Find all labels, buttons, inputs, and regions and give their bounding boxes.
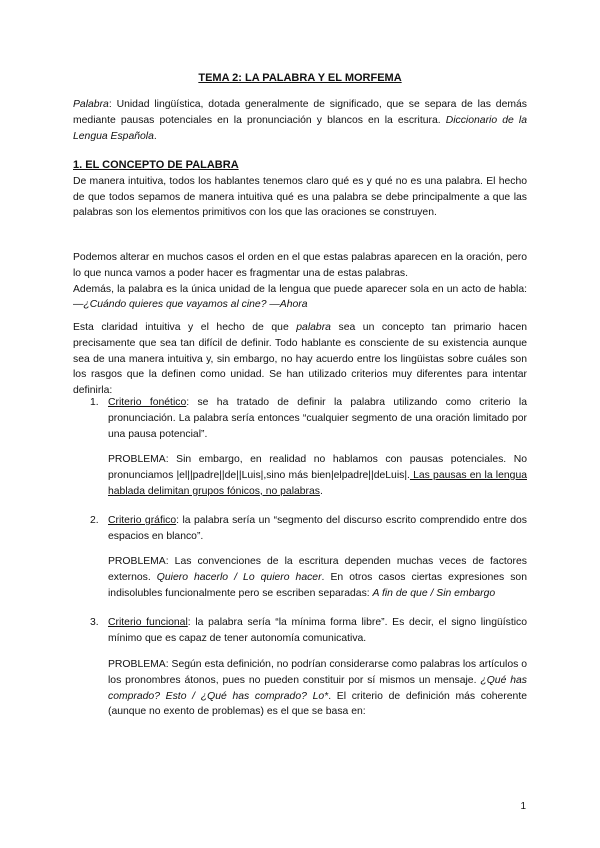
problem-text: PROBLEMA: Sin embargo, en realidad no hablamos con pausas potenciales. No pronunciamos |el||padre||de||Luis|,sino más bien|elpadre||deLuis|. bbox=[108, 454, 527, 481]
paragraph-4-a: Esta claridad intuitiva y el hecho de que bbox=[73, 322, 297, 333]
problem-text: PROBLEMA: Según esta definición, no podrían considerarse como palabras los artículos o los pronombres átonos, pues no pueden constituir por sí mismos un mensaje. bbox=[108, 659, 527, 686]
criterion-label: Criterio fonético bbox=[108, 397, 187, 408]
criterion-label: Criterio gráfico bbox=[108, 515, 177, 526]
problem-end: . bbox=[320, 485, 323, 497]
problem-paragraph bbox=[108, 452, 527, 499]
definition-paragraph bbox=[73, 97, 527, 144]
problem-example-1: Quiero hacerlo / Lo quiero hacer bbox=[156, 571, 322, 583]
paragraph-2: Podemos alterar en muchos casos el orden en el que estas palabras aparecen en la oración, pero lo que nunca vamos a poder hacer es fragmentar una de estas palabras. bbox=[73, 252, 527, 279]
definition-source: Diccionario de la Lengua Española bbox=[73, 114, 527, 142]
definition-term: Palabra bbox=[73, 99, 109, 110]
list-item bbox=[90, 615, 527, 647]
paragraph-2-3 bbox=[73, 250, 527, 313]
definition-text: : Unidad lingüística, dotada generalmente de significado, que se separa de las demás mediante pausas potenciales en la pronunciación y blancos en la escritura. bbox=[73, 99, 527, 126]
list-number: 3. bbox=[90, 617, 99, 628]
criterion-text: : la palabra sería un “segmento del discurso escrito comprendido entre dos espacios en blanco”. bbox=[108, 515, 528, 542]
criterion-label: Criterio funcional bbox=[108, 617, 188, 628]
paragraph-4-b: sea un concepto tan primario hacen precisamente que sea tan difícil de definir. Todo hablante es consciente de su existencia aunque sea de una manera intuitiva y, sin embargo, no hay acuerdo entre los lingüistas sobre cuáles son los rasgos que la definen como unidad. Se han utilizado criterios muy diferentes para intentar definirla: bbox=[73, 322, 527, 397]
list-item bbox=[90, 395, 527, 442]
paragraph-4-word: palabra bbox=[296, 322, 331, 333]
problem-text-b: . El criterio de definición más coherente (aunque no exento de problemas) es el que se basa en: bbox=[108, 690, 527, 718]
page-title: TEMA 2: LA PALABRA Y EL MORFEMA bbox=[198, 72, 402, 84]
paragraph-4 bbox=[73, 320, 527, 399]
definition-source-end: . bbox=[153, 130, 157, 142]
problem-paragraph bbox=[108, 657, 527, 720]
problem-underlined: Las pausas en la lengua hablada delimitan grupos fónicos, no palabras bbox=[108, 469, 527, 497]
problem-example: ¿Qué has comprado? Esto / ¿Qué has comprado? Lo* bbox=[108, 674, 527, 702]
page-number: 1 bbox=[520, 801, 526, 812]
list-number: 1. bbox=[90, 397, 99, 408]
problem-example-2: A fin de que / Sin embargo bbox=[372, 587, 496, 599]
criterion-text: : se ha tratado de definir la palabra utilizando como criterio la pronunciación. La palabra sería entonces “cualquier segmento de una oración limitado por una pausa potencial”. bbox=[108, 397, 527, 440]
problem-text: PROBLEMA: Las convenciones de la escritura dependen muchas veces de factores externos. bbox=[108, 556, 527, 583]
paragraph-3-text: Además, la palabra es la única unidad de la lengua que puede aparecer sola en un acto de habla: — bbox=[73, 283, 527, 311]
list-item bbox=[90, 513, 527, 545]
problem-text-b: . En otros casos ciertas expresiones son indisolubles funcionalmente pero se escriben separadas: bbox=[108, 571, 527, 599]
list-number: 2. bbox=[90, 515, 99, 526]
paragraph-1: De manera intuitiva, todos los hablantes tenemos claro qué es y qué no es una palabra. El hecho de que todos sepamos de manera intuitiva qué es una palabra se debe principalmente a que las palabras son los elementos primitivos con los que las oraciones se construyen. bbox=[73, 175, 527, 219]
criterion-text: : la palabra sería “la mínima forma libre”. Es decir, el signo lingüístico mínimo que es capaz de tener autonomía comunicativa. bbox=[108, 617, 528, 644]
section-1 bbox=[73, 158, 527, 221]
section-heading: 1. EL CONCEPTO DE PALABRA bbox=[73, 159, 239, 171]
paragraph-3 bbox=[73, 282, 527, 314]
speech-example: ¿Cuándo quieres que vayamos al cine? —Ahora bbox=[83, 299, 308, 311]
problem-paragraph bbox=[108, 554, 527, 601]
